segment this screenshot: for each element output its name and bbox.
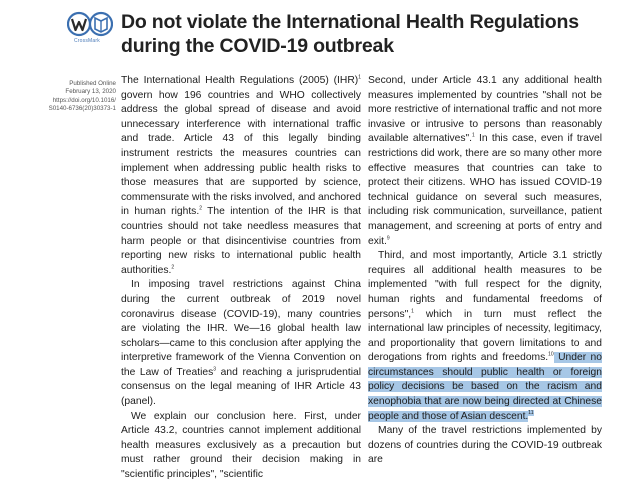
doi-link[interactable]: https://doi.org/10.1016/	[52, 96, 116, 104]
published-online-label: Published Online	[69, 80, 116, 87]
article-title: Do not violate the International Health Regulations during the COVID-19 outbreak	[121, 11, 579, 57]
citation-ref[interactable]: 1	[411, 308, 414, 315]
citation-ref[interactable]: 2	[199, 205, 202, 212]
body-column-right	[368, 74, 602, 468]
citation-ref[interactable]: 2	[171, 264, 175, 271]
paragraph: In imposing travel restrictions against China during the current outbreak of 2019 novel coronavirus disease (COVID-19), many countries are violating the IHR. We—16 global health law scholars—came to this conclusion after applying the interpretive framework of the Vienna Convention on the Law of Treaties$^3$ and reaching a jurisprudential consensus on the legal meaning of IHR Article 43 (panel).	[121, 279, 361, 408]
body-column-left	[121, 74, 361, 483]
citation-ref[interactable]: 11	[528, 410, 534, 417]
doi-suffix[interactable]: S0140-6736(20)30373-1	[48, 105, 116, 113]
paragraph: The International Health Regulations (2005) (IHR)$^1$ govern how 196 countries and WHO collectively address the global spread of disease and avoid unnecessary interference with international traffic and trade. Article 43 of this legally binding instrument restricts the measures countries can implement when addressing public health risks to those measures that are supported by science, commensurate with the risks involved, and anchored in human rights.$^2$ The intention of the IHR is that countries should not take needless measures that harm people or that disincentivise countries from reporting new risks to international public health authorities.$^2$	[121, 74, 361, 276]
paragraph: We explain our conclusion here. First, under Article 43.2, countries cannot implement additional health measures exclusively as a precaution but must rather ground their decision making in "scientific principles", "scientific	[121, 410, 361, 481]
publication-meta	[40, 80, 116, 114]
publication-date: February 13, 2020	[65, 88, 116, 96]
citation-ref[interactable]: 10	[548, 351, 554, 358]
highlighted-text[interactable]: Under no circumstances should public health or foreign policy decisions be based on the racism and xenophobia that are now being directed at Chinese people and those of Asian descent.	[368, 352, 602, 422]
paragraph: Third, and most importantly, Article 3.1 strictly requires all additional health measures to be implemented "with full respect for the dignity, human rights and fundamental freedoms of persons",$^1$ which in turn must reflect the international law principles of necessity, legitimacy, and proportionality that govern limitations to and derogations from rights and freedoms.$^{10}$ Under no circumstances should public health or foreign policy decisions be based on the racism and xenophobia that are now being directed at Chinese people and those of Asian descent.$^{11}$	[368, 250, 602, 422]
citation-ref[interactable]: 9	[386, 235, 390, 242]
paragraph: Second, under Article 43.1 any additional health measures implemented by countries "shall not be more restrictive of international traffic and not more invasive or intrusive to persons than reasonably available alternatives".$^1$ In this case, even if travel restrictions did work, there are so many other more effective measures that countries can take to protect their citizens. WHO has issued COVID-19 technical guidance on several such measures, including risk communication, surveillance, patient management, and screening at ports of entry and exit.$^9$	[368, 75, 603, 247]
citation-ref[interactable]: 1	[472, 132, 475, 139]
paragraph: Many of the travel restrictions implemented by dozens of countries during the COVID-19 outbreak are	[368, 425, 602, 466]
citation-ref[interactable]: 1	[358, 74, 361, 81]
crossmark-label: CrossMark	[74, 38, 100, 44]
citation-ref[interactable]: 3	[213, 366, 217, 373]
